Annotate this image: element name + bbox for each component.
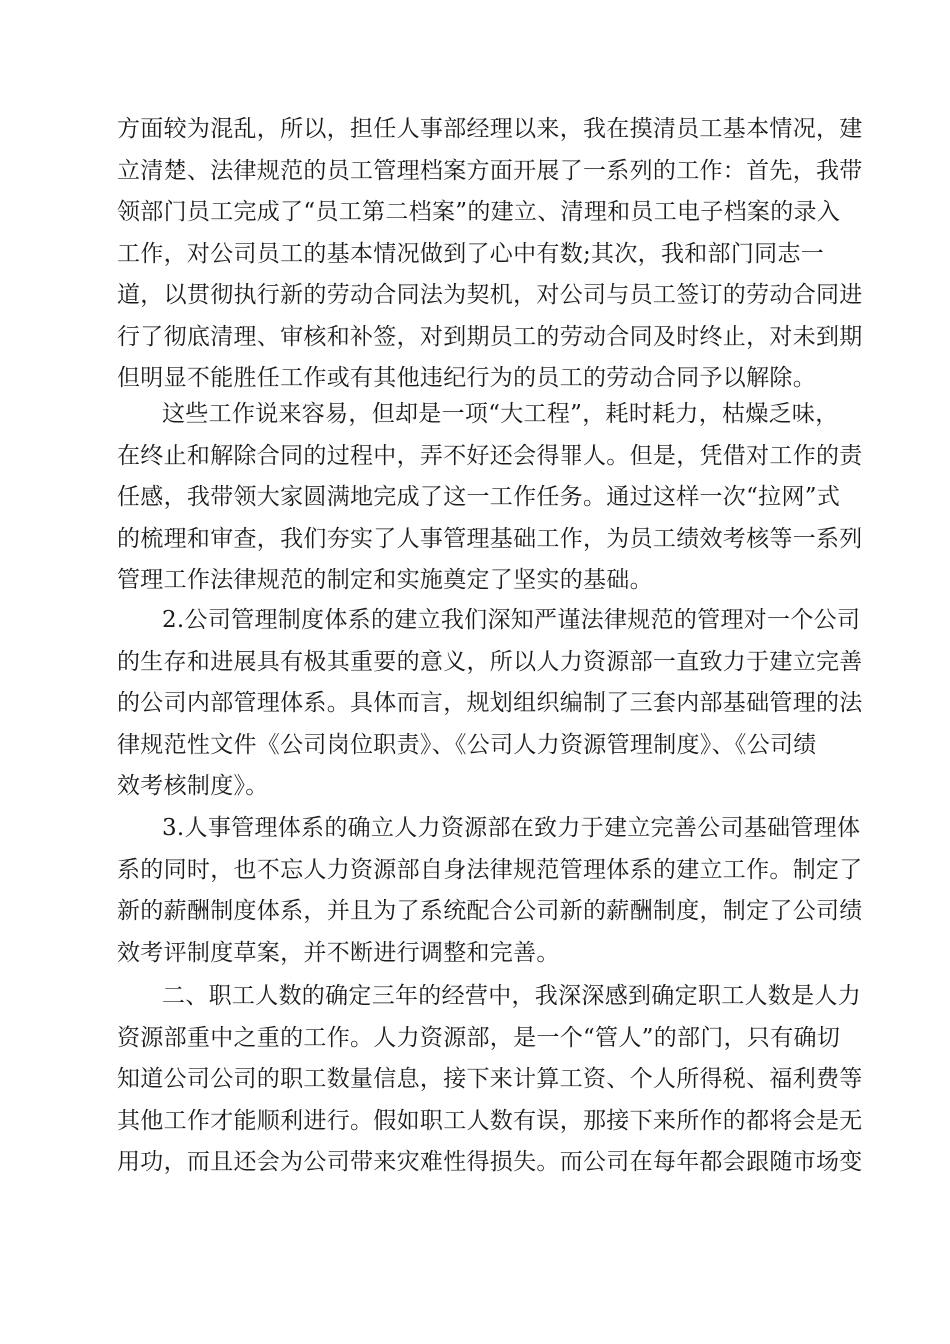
paragraph-1-line-2: 立清楚、法律规范的员工管理档案方面开展了一系列的工作：首先，我带 [117,158,863,184]
paragraph-5-line-5: 用功，而且还会为公司带来灾难性得损失。而公司在每年都会跟随市场变 [117,1149,863,1175]
paragraph-1-line-7: 但明显不能胜任工作或有其他违纪行为的员工的劳动合同予以解除。 [117,365,816,391]
paragraph-5-line-3: 知道公司公司的职工数量信息，接下来计算工资、个人所得税、福利费等 [117,1066,863,1092]
paragraph-4-line-1: 3.人事管理体系的确立人力资源部在致力于建立完善公司基础管理体 [162,815,861,841]
paragraph-2-line-3: 任感，我带领大家圆满地完成了这一工作任务。通过这样一次“拉网”式 [117,484,841,510]
paragraph-5-line-2: 资源部重中之重的工作。人力资源部，是一个“管人”的部门，只有确切 [117,1025,841,1051]
paragraph-4-line-3: 新的薪酬制度体系，并且为了系统配合公司新的薪酬制度，制定了公司绩 [117,898,863,924]
paragraph-2-line-2: 在终止和解除合同的过程中，弄不好还会得罪人。但是，凭借对工作的责 [117,443,863,469]
paragraph-4-line-4: 效考评制度草案，并不断进行调整和完善。 [117,940,560,966]
paragraph-1-line-4: 工作，对公司员工的基本情况做到了心中有数;其次，我和部门同志一 [117,241,825,267]
paragraph-3-line-2: 的生存和进展具有极其重要的意义，所以人力资源部一直致力于建立完善 [117,649,863,675]
paragraph-3-line-5: 效考核制度》。 [117,773,269,799]
paragraph-3-line-4: 律规范性文件《公司岗位职责》、《公司人力资源管理制度》、《公司绩 [117,732,817,758]
paragraph-4-line-2: 系的同时，也不忘人力资源部自身法律规范管理体系的建立工作。制定了 [117,857,863,883]
paragraph-1-line-5: 道，以贯彻执行新的劳动合同法为契机，对公司与员工签订的劳动合同进 [117,282,863,308]
paragraph-3-line-3: 的公司内部管理体系。具体而言，规划组织编制了三套内部基础管理的法 [117,690,863,716]
paragraph-3-line-1: 2.公司管理制度体系的建立我们深知严谨法律规范的管理对一个公司 [162,607,861,633]
paragraph-1-line-6: 行了彻底清理、审核和补签，对到期员工的劳动合同及时终止，对未到期 [117,324,863,350]
paragraph-1-line-1: 方面较为混乱，所以，担任人事部经理以来，我在摸清员工基本情况，建 [117,116,863,142]
paragraph-2-line-1: 这些工作说来容易，但却是一项“大工程”，耗时耗力，枯燥乏味， [162,401,839,427]
paragraph-2-line-5: 管理工作法律规范的制定和实施奠定了坚实的基础。 [117,567,653,593]
paragraph-5-line-1: 二、职工人数的确定三年的经营中，我深深感到确定职工人数是人力 [162,983,861,1009]
paragraph-1-line-3: 领部门员工完成了“员工第二档案”的建立、清理和员工电子档案的录入 [117,199,841,225]
paragraph-2-line-4: 的梳理和审查，我们夯实了人事管理基础工作，为员工绩效考核等一系列 [117,526,863,552]
paragraph-5-line-4: 其他工作才能顺利进行。假如职工人数有误，那接下来所作的都将会是无 [117,1108,863,1134]
